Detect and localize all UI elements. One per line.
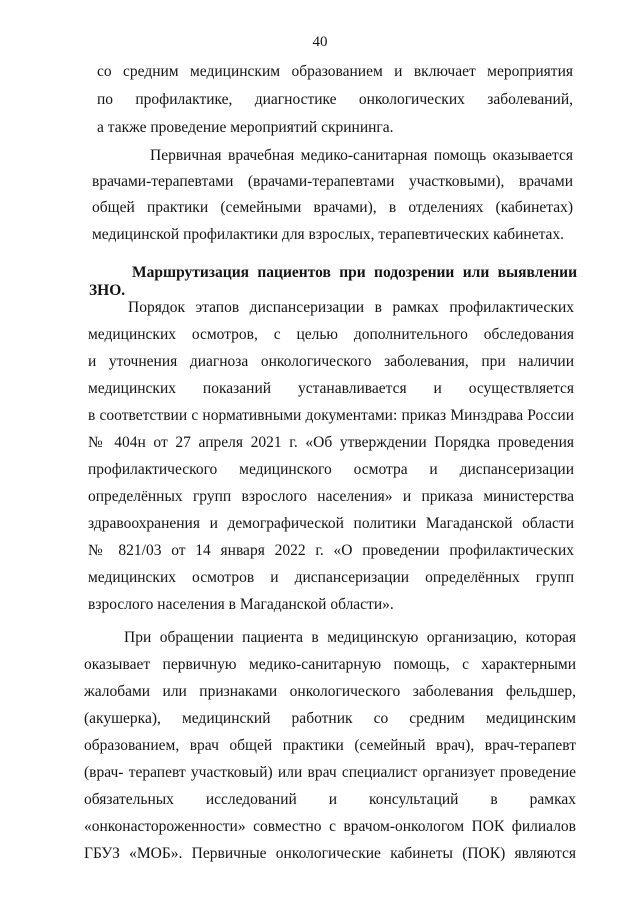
text-line: по профилактике, диагностике онкологических заболеваний, [97,91,573,108]
text-line: здравоохранения и демографической политики Магаданской области [88,515,574,532]
text-line: (акушерка), медицинский работник со средним медицинским [84,710,576,727]
text-line: медицинских осмотров, с целью дополнительного обследования [88,326,574,343]
text-line: жалобами или признаками онкологического заболевания фельдшер, [84,683,576,700]
text-line: взрослого населения в Магаданской области». [88,596,394,613]
text-line: № 404н от 27 апреля 2021 г. «Об утверждении Порядка проведения [88,434,574,451]
text-line: Порядок этапов диспансеризации в рамках профилактических [128,299,574,316]
page-number: 40 [312,34,328,50]
text-line: а также проведение мероприятий скрининга. [97,119,394,136]
text-line: в соответствии с нормативными документами: приказ Минздрава России [88,407,574,424]
text-line: При обращении пациента в медицинскую организацию, которая [124,629,576,646]
text-line: профилактического медицинского осмотра и диспансеризации [88,461,574,478]
text-line: Первичная врачебная медико-санитарная помощь оказывается [150,147,573,164]
section-heading: Маршрутизация пациентов при подозрении или выявлении [132,264,577,281]
text-line: обязательных исследований и консультаций в рамках [84,791,576,808]
text-line: «онконастороженности» совместно с врачом-онкологом ПОК филиалов [84,818,576,835]
text-line: и уточнения диагноза онкологического заболевания, при наличии [88,353,574,370]
text-line: (врач- терапевт участковый) или врач специалист организует проведение [84,764,576,781]
text-line: определённых групп взрослого населения» и приказа министерства [88,488,574,505]
text-line: медицинской профилактики для взрослых, терапевтических кабинетах. [92,226,565,243]
text-line: медицинских показаний устанавливается и осуществляется [88,380,574,397]
text-line: № 821/03 от 14 января 2022 г. «О проведении профилактических [88,542,574,559]
text-line: общей практики (семейными врачами), в отделениях (кабинетах) [92,199,573,216]
section-heading: ЗНО. [89,282,126,299]
text-line: врачами-терапевтами (врачами-терапевтами участковыми), врачами [92,173,573,190]
text-line: оказывает первичную медико-санитарную помощь, с характерными [84,656,576,673]
text-line: ГБУЗ «МОБ». Первичные онкологические кабинеты (ПОК) являются [84,845,576,862]
text-line: образованием, врач общей практики (семейный врач), врач-терапевт [84,737,576,754]
text-line: со средним медицинским образованием и включает мероприятия [97,63,573,80]
text-line: медицинских осмотров и диспансеризации определённых групп [88,569,574,586]
